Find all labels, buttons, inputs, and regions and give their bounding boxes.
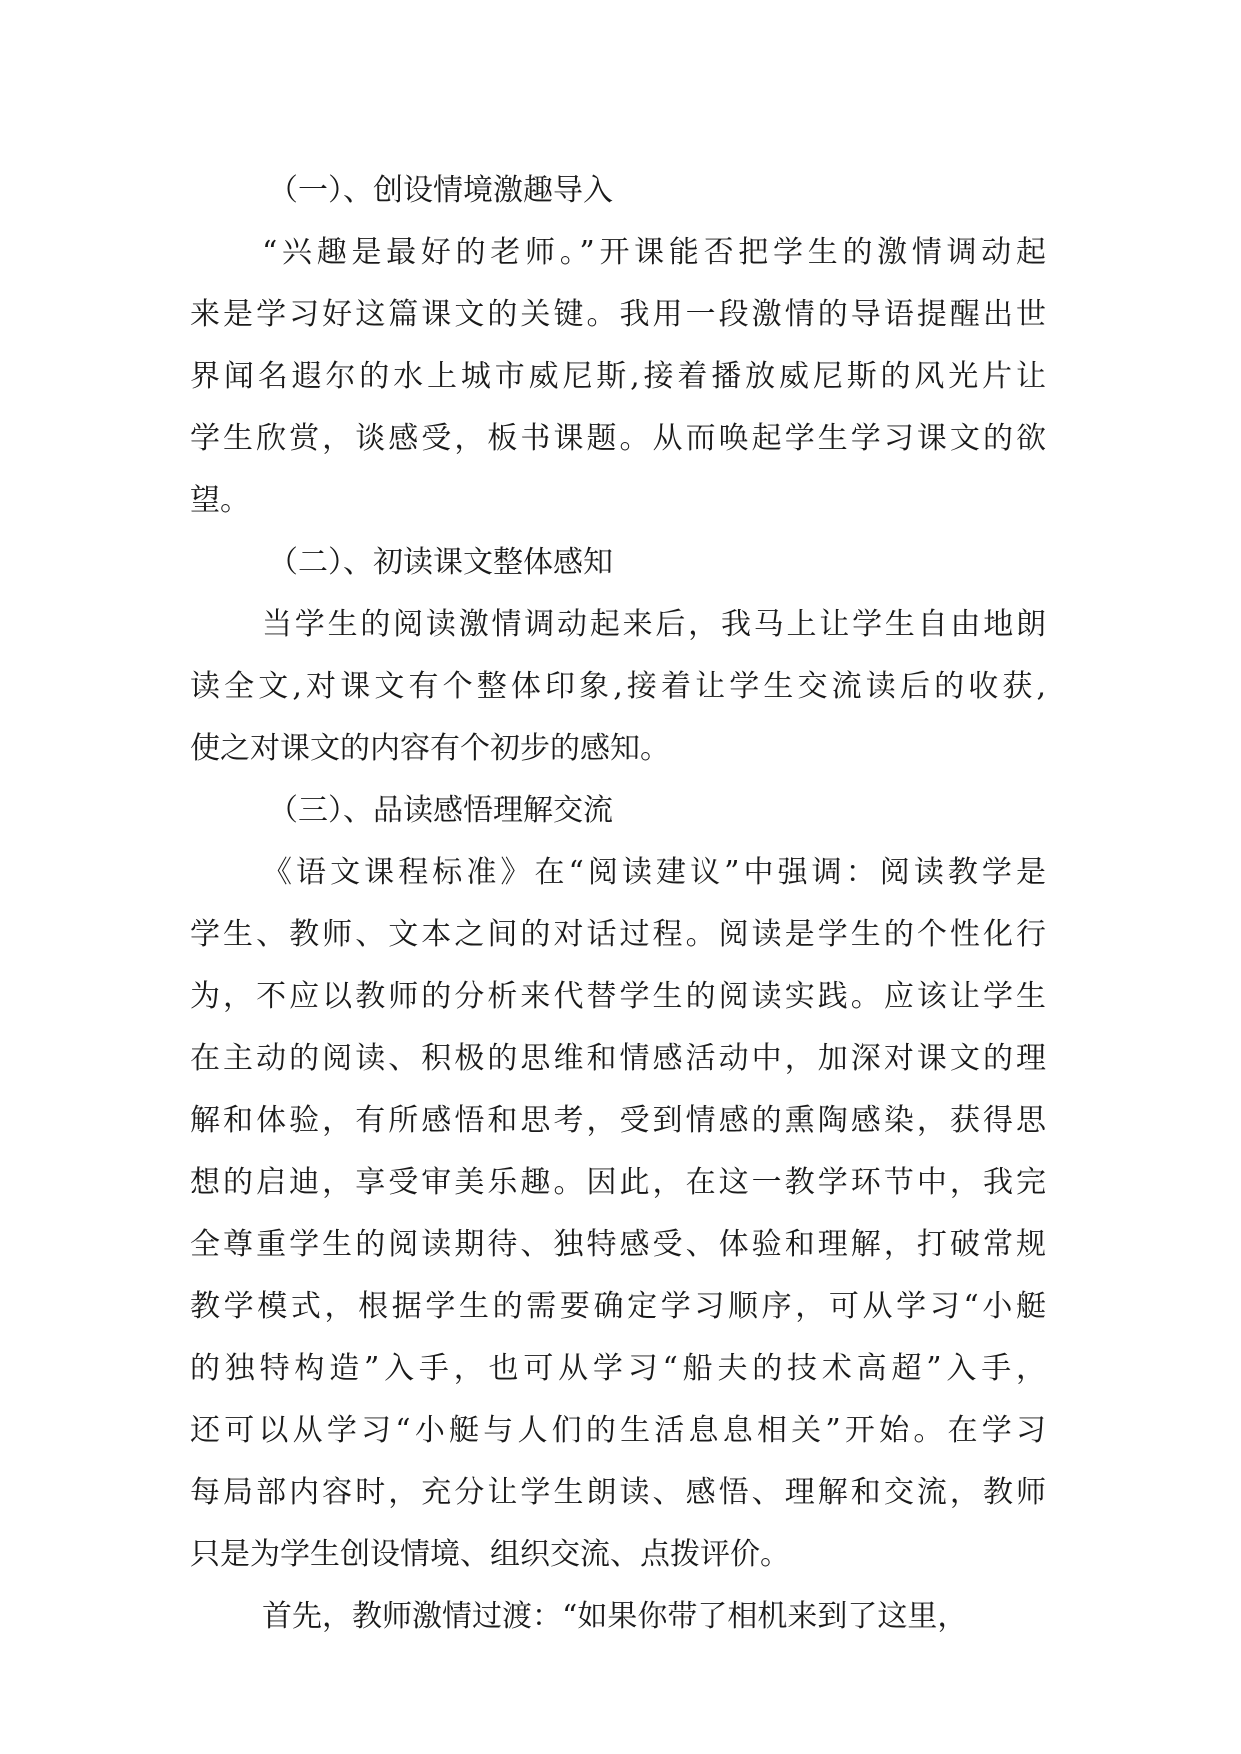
paragraph (190, 594, 1046, 780)
paragraph-line: 教学模式，根据学生的需要确定学习顺序，可从学习“小艇 (190, 1289, 1046, 1324)
paragraph-line: 解和体验，有所感悟和思考，受到情感的熏陶感染，获得思 (190, 1103, 1046, 1138)
paragraph-line: 学生欣赏，谈感受，板书课题。从而唤起学生学习课文的欲 (190, 421, 1046, 456)
paragraph-line: 来是学习好这篇课文的关键。我用一段激情的导语提醒出世 (190, 297, 1046, 332)
paragraph-line: 的独特构造”入手，也可从学习“船夫的技术高超”入手， (190, 1351, 1046, 1386)
section-heading (190, 160, 1046, 222)
section-heading (190, 532, 1046, 594)
paragraph-line: 《语文课程标准》在“阅读建议”中强调：阅读教学是 (262, 855, 1046, 890)
paragraph-line: 在主动的阅读、积极的思维和情感活动中，加深对课文的理 (190, 1041, 1046, 1076)
paragraph-line: 首先，教师激情过渡：“如果你带了相机来到了这里， (262, 1599, 968, 1634)
paragraph-line: 学生、教师、文本之间的对话过程。阅读是学生的个性化行 (190, 917, 1046, 952)
paragraph-line: 读全文,对课文有个整体印象,接着让学生交流读后的收获, (190, 669, 1046, 704)
paragraph-line: 界闻名遐尔的水上城市威尼斯,接着播放威尼斯的风光片让 (190, 359, 1046, 394)
paragraph-line: 当学生的阅读激情调动起来后，我马上让学生自由地朗 (262, 607, 1046, 642)
section-heading (190, 780, 1046, 842)
paragraph-line: 望。 (190, 483, 250, 518)
paragraph-line: 使之对课文的内容有个初步的感知。 (190, 731, 670, 766)
paragraph-line: 全尊重学生的阅读期待、独特感受、体验和理解，打破常规 (190, 1227, 1046, 1262)
heading-text: （二）、初读课文整体感知 (268, 545, 613, 580)
paragraph-line: 每局部内容时，充分让学生朗读、感悟、理解和交流，教师 (190, 1475, 1046, 1510)
paragraph (190, 1586, 1046, 1648)
paragraph-line: 只是为学生创设情境、组织交流、点拨评价。 (190, 1537, 790, 1572)
document-body (190, 160, 1046, 1648)
paragraph-line: 为，不应以教师的分析来代替学生的阅读实践。应该让学生 (190, 979, 1046, 1014)
paragraph (190, 842, 1046, 1586)
heading-text: （三）、品读感悟理解交流 (268, 793, 613, 828)
heading-text: （一）、创设情境激趣导入 (268, 173, 613, 208)
paragraph (190, 222, 1046, 532)
paragraph-line: “兴趣是最好的老师。”开课能否把学生的激情调动起 (262, 235, 1046, 270)
paragraph-line: 想的启迪，享受审美乐趣。因此，在这一教学环节中，我完 (190, 1165, 1046, 1200)
paragraph-line: 还可以从学习“小艇与人们的生活息息相关”开始。在学习 (190, 1413, 1046, 1448)
